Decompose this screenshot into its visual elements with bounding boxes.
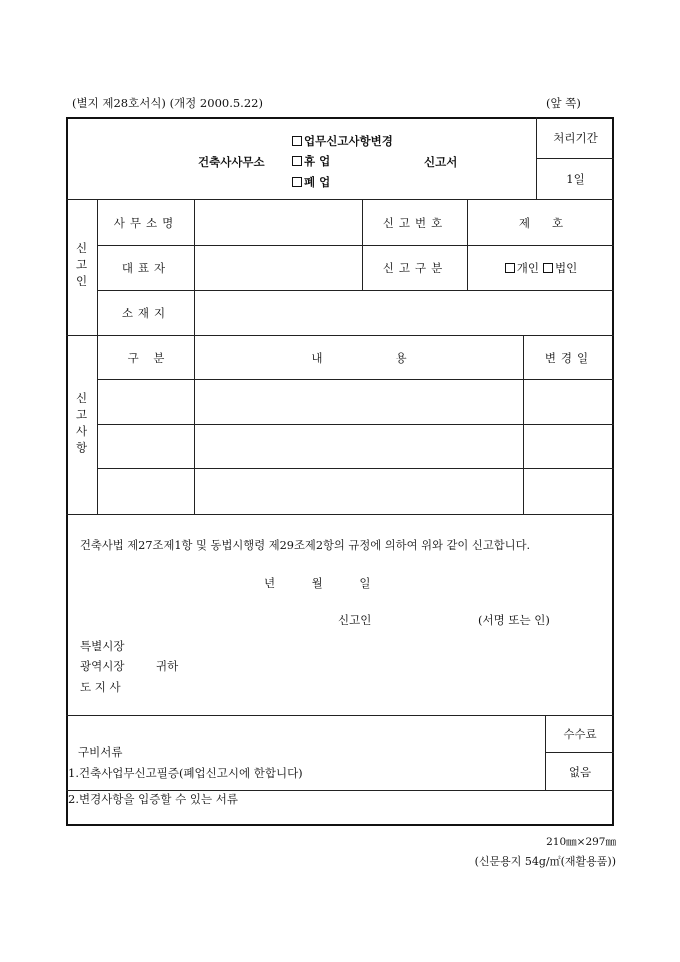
report-number-label: 신고번호 — [382, 215, 448, 230]
page-side-label: (앞 쪽) — [546, 96, 581, 110]
fee-value: 없음 — [568, 764, 592, 779]
processing-period-value: 1일 — [566, 172, 585, 186]
declaration-text: 건축사법 제27조제1항 및 동법시행령 제29조제2항의 규정에 의하여 위와 같이 신고합니다. — [80, 539, 531, 552]
table-row[interactable] — [98, 425, 614, 468]
col-type-header: 구 분 — [127, 350, 165, 365]
option-corporation[interactable]: 법인 — [543, 260, 577, 276]
paper-spec: (신문용지 54g/㎡(재활용품)) — [474, 855, 616, 868]
report-number-value[interactable]: 제 호 — [518, 215, 564, 230]
address-label: 소재지 — [121, 306, 171, 320]
checkbox[interactable] — [505, 263, 515, 273]
office-type-label: 건축사사무소 — [198, 155, 265, 169]
attachments-title: 구비서류 — [78, 745, 123, 759]
col-content-header: 내 용 — [311, 350, 407, 365]
option-individual[interactable]: 개인 — [505, 260, 539, 276]
col-date-header: 변경일 — [544, 350, 594, 365]
recipient-2: 광역시장 — [80, 659, 125, 673]
option-suspend[interactable]: 휴 업 — [292, 153, 330, 169]
representative-label: 대표자 — [121, 261, 171, 275]
office-name-label: 사무소명 — [113, 215, 179, 230]
option-close[interactable]: 폐 업 — [292, 174, 330, 190]
recipient-1: 특별시장 — [80, 639, 125, 653]
fee-label: 수수료 — [563, 727, 597, 741]
paper-size: 210㎜×297㎜ — [546, 836, 616, 848]
honorific: 귀하 — [156, 659, 179, 673]
report-type-options — [468, 246, 614, 290]
signer-label: 신고인 — [338, 613, 372, 627]
report-type-label: 신고구분 — [382, 261, 448, 275]
checkbox[interactable] — [543, 263, 553, 273]
form-title-suffix: 신고서 — [424, 155, 458, 169]
form-reference: (별지 제28호서식) (개정 2000.5.22) — [72, 96, 263, 110]
table-row[interactable] — [98, 469, 614, 514]
office-name-field[interactable] — [195, 200, 362, 245]
checkbox[interactable] — [292, 156, 302, 166]
table-row[interactable] — [98, 380, 614, 424]
attachment-item: 2.변경사항을 입증할 수 있는 서류 — [68, 792, 239, 806]
checkbox[interactable] — [292, 136, 302, 146]
items-section-label: 신고사항 — [74, 391, 89, 458]
address-field[interactable] — [195, 291, 614, 335]
signature-note: (서명 또는 인) — [478, 613, 550, 627]
attachment-item: 1.건축사업무신고필증(폐업신고시에 한합니다) — [68, 766, 303, 780]
declaration-date[interactable]: 년 월 일 — [264, 576, 371, 590]
recipient-3: 도 지 사 — [80, 680, 121, 694]
option-change[interactable]: 업무신고사항변경 — [292, 133, 393, 149]
checkbox[interactable] — [292, 177, 302, 187]
processing-period-label: 처리기간 — [553, 131, 598, 145]
representative-field[interactable] — [195, 246, 362, 290]
reporter-section-label: 신고인 — [74, 242, 89, 292]
